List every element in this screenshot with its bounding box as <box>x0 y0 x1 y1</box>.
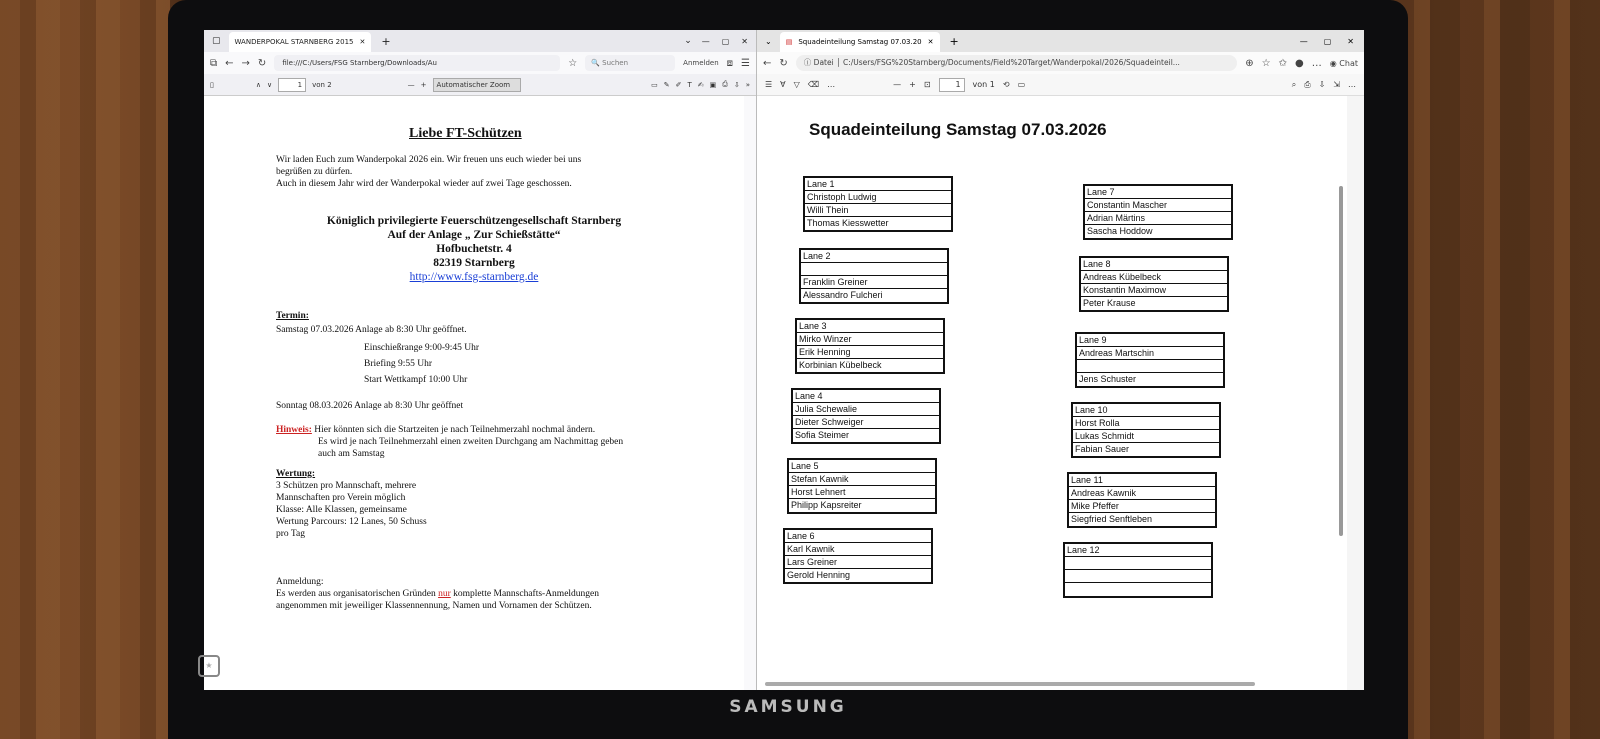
hinweis-line-3: auch am Samstag <box>318 449 385 459</box>
lane-header: Lane 4 <box>793 390 939 403</box>
nav-bar <box>204 52 756 74</box>
wertung-line-2: Mannschaften pro Verein möglich <box>276 493 406 503</box>
search-input[interactable]: 🔍 Suchen <box>585 55 675 71</box>
zoom-select[interactable]: Automatischer Zoom <box>433 78 521 92</box>
hinweis-label: Hinweis: <box>276 425 312 435</box>
pdf-toolbar-right <box>757 74 1364 96</box>
shooter-cell: Andreas Martschin <box>1077 347 1223 360</box>
image-icon[interactable]: ▣ <box>709 80 717 89</box>
lane-table <box>1067 472 1217 528</box>
draw-icon[interactable]: ✐ <box>675 80 682 89</box>
lane-header: Lane 11 <box>1069 474 1215 487</box>
zoom-in-icon[interactable]: + <box>420 80 427 89</box>
close-tab-icon[interactable]: ✕ <box>359 38 366 46</box>
forward-icon[interactable]: → <box>241 57 250 69</box>
shooter-cell: Horst Lehnert <box>789 486 935 499</box>
draw-right-icon[interactable]: ∀ <box>780 80 786 89</box>
start-line: Start Wettkampf 10:00 Uhr <box>364 375 468 385</box>
page-total-right: von 1 <box>972 80 995 89</box>
reload-icon[interactable]: ↻ <box>257 57 267 69</box>
anmeldung-line-1: Es werden aus organisatorischen Gründen nur komplette Mannschafts-Anmeldungen <box>276 589 600 599</box>
tab-actions-icon[interactable]: ⌄ <box>765 36 772 46</box>
favorite-icon[interactable]: ☆ <box>1261 57 1271 69</box>
list-tabs-icon[interactable]: ⌄ <box>684 36 692 46</box>
lane-header: Lane 12 <box>1065 544 1211 557</box>
tab-bar-right <box>757 30 1364 52</box>
lane-table <box>795 318 945 374</box>
print-right-icon[interactable]: ⎙ <box>1304 79 1311 89</box>
anmeldung-label: Anmeldung: <box>276 577 324 587</box>
shooter-cell: Franklin Greiner <box>801 276 947 289</box>
shooter-cell: Lars Greiner <box>785 556 931 569</box>
shooter-cell <box>1065 583 1211 596</box>
zoom-out-right-icon[interactable]: — <box>893 80 902 89</box>
shooter-cell: Karl Kawnik <box>785 543 931 556</box>
menu-icon[interactable]: ☰ <box>741 57 750 69</box>
hinweis-line-2: Es wird je nach Teilnehmerzahl einen zweiten Durchgang am Nachmittag geben <box>318 437 624 447</box>
contents-icon[interactable]: ☰ <box>765 80 773 89</box>
zoom-right-icon[interactable]: ⊕ <box>1245 57 1254 69</box>
termin-label: Termin: <box>276 311 309 321</box>
doc-heading: Liebe FT-Schützen <box>409 126 522 141</box>
bookmark-star-icon[interactable]: ☆ <box>568 57 578 69</box>
org-name: Königlich privilegierte Feuerschützengesellschaft Starnberg <box>326 215 622 227</box>
shooter-cell: Julia Schewalie <box>793 403 939 416</box>
close-window-icon[interactable]: ✕ <box>741 36 748 46</box>
lane-header: Lane 7 <box>1085 186 1231 199</box>
prev-page-icon[interactable]: ∧ <box>255 80 261 89</box>
lane-header: Lane 10 <box>1073 404 1219 417</box>
more-icon[interactable]: … <box>1311 57 1322 69</box>
edge-window <box>757 30 1364 690</box>
shooter-cell: Alessandro Fulcheri <box>803 290 883 300</box>
website-link[interactable]: http://www.fsg-starnberg.de <box>409 271 539 283</box>
shooter-cell: Willi Thein <box>805 204 951 217</box>
horizontal-scrollbar[interactable] <box>765 682 1255 686</box>
lane-table <box>1071 402 1221 458</box>
extensions-icon[interactable]: ⧈ <box>726 57 734 69</box>
more-right-icon[interactable]: … <box>1348 80 1356 89</box>
monitor-bezel <box>168 0 1408 739</box>
url-bar[interactable]: file:///C:/Users/FSG Starnberg/Downloads/Au <box>274 55 560 71</box>
text-icon[interactable]: T <box>687 80 692 89</box>
wooden-wall-right <box>1390 0 1600 739</box>
new-tab-right-button[interactable]: + <box>949 34 959 48</box>
firefox-window <box>204 30 757 690</box>
shooter-cell <box>1065 557 1211 570</box>
favorites-bar-icon[interactable]: ✩ <box>1278 57 1288 69</box>
close-window-right-icon[interactable]: ✕ <box>1347 36 1354 46</box>
shooter-cell: Philipp Kapsreiter <box>791 500 862 510</box>
shooter-cell: Peter Krause <box>1083 298 1136 308</box>
next-page-icon[interactable]: ∨ <box>266 80 273 89</box>
zoom-out-icon[interactable]: — <box>407 80 415 89</box>
minimize-right-icon[interactable]: — <box>1299 36 1308 46</box>
wooden-wall-left <box>0 0 170 739</box>
energy-star-logo: ★ <box>198 655 220 677</box>
shooter-cell: Adrian Märtins <box>1085 212 1231 225</box>
url-bar-right[interactable]: ⓘ Datei │ C:/Users/FSG%20Starnberg/Documents/Field%20Target/Wanderpokal/2026/Squadeinteil... <box>796 55 1238 71</box>
sidebar-toggle-icon[interactable]: ▯ <box>210 80 214 89</box>
lane-table <box>783 528 933 584</box>
lane-table <box>1063 542 1213 598</box>
lane-header: Lane 9 <box>1077 334 1223 347</box>
saturday-line: Samstag 07.03.2026 Anlage ab 8:30 Uhr geöffnet. <box>276 325 467 335</box>
highlight-icon[interactable]: ✎ <box>663 80 670 89</box>
minimize-icon[interactable]: — <box>701 36 710 46</box>
search-right-icon[interactable]: ⌕ <box>1291 79 1297 89</box>
shooter-cell <box>801 263 947 276</box>
page-number-right-input[interactable]: 1 <box>939 78 965 92</box>
lane-table <box>787 458 937 514</box>
two-page-icon[interactable]: ▭ <box>1017 80 1026 89</box>
lane-header: Lane 6 <box>785 530 931 543</box>
save-icon[interactable]: ⇩ <box>733 80 740 89</box>
org-location: Auf der Anlage „ Zur Schießstätte“ <box>387 229 561 241</box>
lane-table <box>1079 256 1229 312</box>
warmup-line: Einschießrange 9:00-9:45 Uhr <box>364 343 480 353</box>
page-number-input[interactable]: 1 <box>278 78 306 92</box>
shooter-cell: Siegfried Senftleben <box>1071 514 1153 524</box>
wertung-line-5: pro Tag <box>276 529 305 539</box>
sidebar-icon[interactable]: ⧉ <box>210 57 218 69</box>
wertung-line-1: 3 Schützen pro Mannschaft, mehrere <box>276 481 417 491</box>
shooter-cell <box>1077 360 1223 373</box>
wertung-label: Wertung: <box>276 469 316 479</box>
shooter-cell: Andreas Kawnik <box>1069 487 1215 500</box>
shooter-cell: Constantin Mascher <box>1085 199 1231 212</box>
briefing-line: Briefing 9:55 Uhr <box>364 359 433 369</box>
lane-header: Lane 2 <box>801 250 947 263</box>
squad-document <box>757 96 1347 690</box>
intro-line-2: begrüßen zu dürfen. <box>276 167 353 177</box>
rotate-icon[interactable]: ⟲ <box>1002 80 1010 89</box>
shooter-cell: Jens Schuster <box>1079 374 1137 384</box>
shooter-cell: Gerold Henning <box>787 570 851 580</box>
pdf-toolbar <box>204 74 756 96</box>
screen <box>204 30 1364 690</box>
lane-header: Lane 8 <box>1081 258 1227 271</box>
lane-table <box>799 248 949 304</box>
tab-overview-icon[interactable]: ▢ <box>212 36 221 46</box>
monitor-brand: SAMSUNG <box>729 697 847 717</box>
fit-page-icon[interactable]: ⊡ <box>923 80 931 89</box>
org-street: Hofbuchetstr. 4 <box>436 243 512 255</box>
zoom-in-right-icon[interactable]: + <box>909 80 916 89</box>
wertung-line-4: Wertung Parcours: 12 Lanes, 50 Schuss <box>276 517 427 527</box>
lane-table <box>1075 332 1225 388</box>
shooter-cell: Fabian Sauer <box>1075 444 1130 454</box>
shooter-cell: Dieter Schweiger <box>793 416 939 429</box>
lane-header: Lane 3 <box>797 320 943 333</box>
org-city: 82319 Starnberg <box>433 257 515 269</box>
sunday-line: Sonntag 08.03.2026 Anlage ab 8:30 Uhr geöffnet <box>276 401 464 411</box>
page-total: von 2 <box>312 80 332 89</box>
squad-title: Squadeinteilung Samstag 07.03.2026 <box>809 120 1107 139</box>
shooter-cell: Horst Rolla <box>1073 417 1219 430</box>
vertical-scrollbar[interactable] <box>1339 186 1343 536</box>
lane-table <box>803 176 953 232</box>
nur-emphasis: nur <box>438 589 451 599</box>
shooter-cell: Mirko Winzer <box>797 333 943 346</box>
print-icon[interactable]: ⎙ <box>722 80 728 88</box>
shooter-cell: Christoph Ludwig <box>805 191 951 204</box>
org-block <box>264 214 684 284</box>
anmeldung-line-2: angenommen mit jeweiliger Klassennennung, Namen und Vornamen der Schützen. <box>276 601 592 611</box>
comment-icon[interactable]: ▭ <box>651 80 658 89</box>
back-icon[interactable]: ← <box>225 57 234 69</box>
new-tab-button[interactable]: + <box>381 34 391 48</box>
wertung-line-3: Klasse: Alle Klassen, gemeinsame <box>276 505 407 515</box>
save-right-icon[interactable]: ⇩ <box>1318 80 1326 89</box>
maximize-icon[interactable]: ▢ <box>721 36 730 46</box>
lane-table <box>1083 184 1233 240</box>
maximize-right-icon[interactable]: ▢ <box>1323 36 1332 46</box>
tab-bar <box>204 30 756 52</box>
pdf-icon: ▤ <box>785 38 793 46</box>
pdf-document <box>204 96 744 690</box>
hinweis-block <box>276 424 595 436</box>
intro-line-1: Wir laden Euch zum Wanderpokal 2026 ein. Wir freuen uns euch wieder bei uns <box>276 155 582 165</box>
hinweis-line-1: Hier könnten sich die Startzeiten je nach Teilnehmerzahl nochmal ändern. <box>314 425 596 435</box>
shooter-cell: Mike Pfeffer <box>1069 500 1215 513</box>
shooter-cell: Thomas Kiesswetter <box>807 218 889 228</box>
more-tools-right-icon[interactable]: … <box>827 80 836 89</box>
tab-title: WANDERPOKAL STARNBERG 2015 <box>234 38 354 46</box>
shooter-cell: Sofia Steimer <box>795 430 850 440</box>
profile-icon[interactable]: ● <box>1295 57 1304 69</box>
shooter-cell: Sascha Hoddow <box>1087 226 1153 236</box>
reload-right-icon[interactable]: ↻ <box>779 57 788 69</box>
intro-line-3: Auch in diesem Jahr wird der Wanderpokal wieder auf zwei Tage geschossen. <box>276 179 572 189</box>
tab-wanderpokal[interactable] <box>229 32 372 52</box>
save-as-icon[interactable]: ⇲ <box>1333 80 1340 89</box>
highlight-right-icon[interactable]: ▽ <box>793 80 800 89</box>
tab-squadeinteilung[interactable] <box>780 32 940 52</box>
shooter-cell: Andreas Kübelbeck <box>1081 271 1227 284</box>
lane-table <box>791 388 941 444</box>
shooter-cell: Stefan Kawnik <box>789 473 935 486</box>
lane-header: Lane 1 <box>805 178 951 191</box>
lane-header: Lane 5 <box>789 460 935 473</box>
signature-icon[interactable]: ✍ <box>697 80 704 89</box>
signin-button[interactable]: Anmelden <box>683 59 719 67</box>
tab-title-right: Squadeinteilung Samstag 07.03.20 <box>798 38 922 46</box>
more-tools-icon[interactable]: » <box>745 80 750 89</box>
copilot-chat-button[interactable]: ◉ Chat <box>1329 58 1358 68</box>
shooter-cell: Korbinian Kübelbeck <box>799 360 882 370</box>
nav-bar-right <box>757 52 1364 74</box>
shooter-cell: Konstantin Maximow <box>1081 284 1227 297</box>
back-right-icon[interactable]: ← <box>763 57 772 69</box>
shooter-cell: Lukas Schmidt <box>1073 430 1219 443</box>
close-tab-right-icon[interactable]: ✕ <box>927 38 934 46</box>
shooter-cell: Erik Henning <box>797 346 943 359</box>
erase-icon[interactable]: ⌫ <box>807 80 820 89</box>
shooter-cell <box>1065 570 1211 583</box>
